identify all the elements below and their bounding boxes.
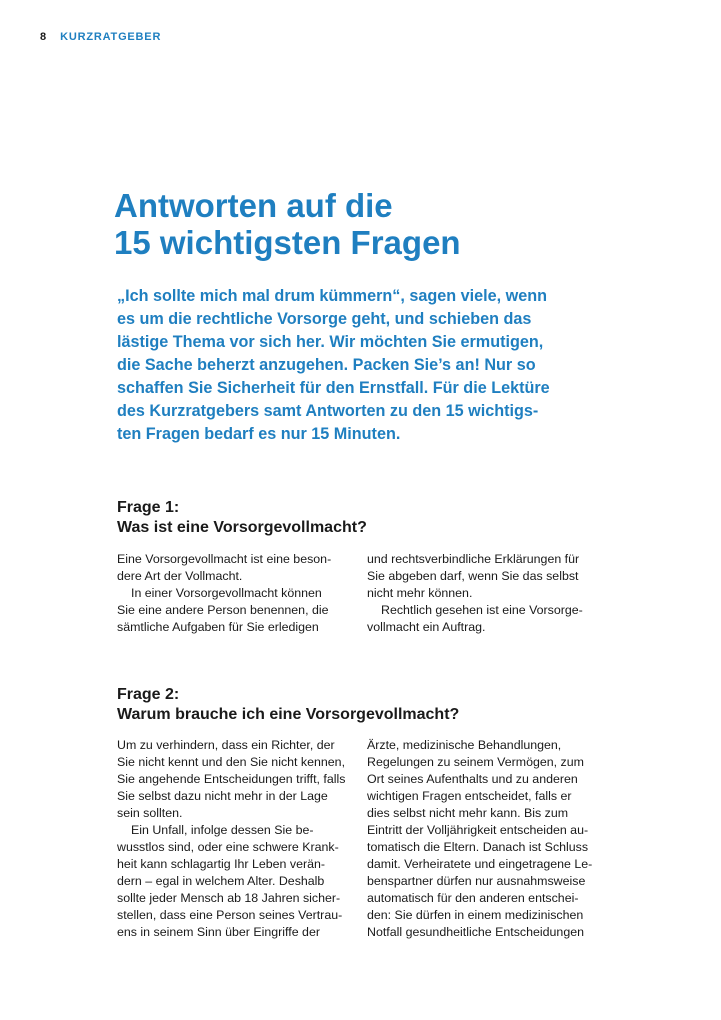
answer-line: Eintritt der Volljährigkeit entscheiden au-	[367, 823, 589, 837]
section-label: KURZRATGEBER	[60, 31, 162, 43]
answer-line: ens in seinem Sinn über Eingriffe der	[117, 925, 320, 939]
question-1-column-2	[367, 551, 599, 636]
lead-line: ten Fragen bedarf es nur 15 Minuten.	[117, 425, 401, 443]
answer-line: den: Sie dürfen in einem medizinischen	[367, 908, 584, 922]
answer-line: Ort seines Aufenthalts und zu anderen	[367, 772, 578, 786]
lead-line: schaffen Sie Sicherheit für den Ernstfall. Für die Lektüre	[117, 379, 550, 397]
answer-line: automatisch für den anderen entschei-	[367, 891, 579, 905]
answer-line: Um zu verhindern, dass ein Richter, der	[117, 738, 335, 752]
answer-line: damit. Verheiratete und eingetragene Le-	[367, 857, 593, 871]
answer-line: Ein Unfall, infolge dessen Sie be-	[131, 823, 314, 837]
answer-line: dern – egal in welchem Alter. Deshalb	[117, 874, 325, 888]
page-title	[114, 187, 461, 261]
lead-line: es um die rechtliche Vorsorge geht, und schieben das	[117, 310, 532, 328]
answer-line: nicht mehr können.	[367, 586, 473, 600]
answer-line: dies selbst nicht mehr kann. Bis zum	[367, 806, 569, 820]
question-2-label: Frage 2:	[117, 686, 180, 703]
page-header	[40, 31, 161, 43]
answer-line: stellen, dass eine Person seines Vertrau-	[117, 908, 343, 922]
page-title-line: 15 wichtigsten Fragen	[114, 224, 461, 261]
answer-line: tomatisch die Eltern. Danach ist Schluss	[367, 840, 589, 854]
answer-line: heit kann schlagartig Ihr Leben verän-	[117, 857, 326, 871]
lead-line: „Ich sollte mich mal drum kümmern“, sagen viele, wenn	[117, 287, 547, 305]
question-1-label: Frage 1:	[117, 499, 180, 516]
answer-line: benspartner dürfen nur ausnahmsweise	[367, 874, 586, 888]
question-2-column-1	[117, 737, 349, 941]
lead-line: des Kurzratgebers samt Antworten zu den 15 wichtigs-	[117, 402, 539, 420]
answer-line: Notfall gesundheitliche Entscheidungen	[367, 925, 584, 939]
answer-line: Eine Vorsorgevollmacht ist eine beson-	[117, 552, 332, 566]
lead-paragraph	[117, 285, 572, 446]
answer-line: dere Art der Vollmacht.	[117, 569, 243, 583]
answer-line: sämtliche Aufgaben für Sie erledigen	[117, 620, 319, 634]
answer-line: Sie eine andere Person benennen, die	[117, 603, 329, 617]
question-2-column-2	[367, 737, 599, 941]
answer-line: Ärzte, medizinische Behandlungen,	[367, 738, 562, 752]
answer-line: vollmacht ein Auftrag.	[367, 620, 486, 634]
answer-line: wichtigen Fragen entscheidet, falls er	[367, 789, 572, 803]
answer-line: Sie angehende Entscheidungen trifft, falls	[117, 772, 346, 786]
answer-line: sollte jeder Mensch ab 18 Jahren sicher-	[117, 891, 341, 905]
page-title-line: Antworten auf die	[114, 187, 393, 224]
answer-line: Sie nicht kennt und den Sie nicht kennen,	[117, 755, 346, 769]
question-2-text: Warum brauche ich eine Vorsorgevollmacht?	[117, 705, 460, 723]
question-1-text: Was ist eine Vorsorgevollmacht?	[117, 518, 367, 536]
question-2-heading	[117, 685, 459, 724]
lead-line: die Sache beherzt anzugehen. Packen Sie’s an! Nur so	[117, 356, 536, 374]
answer-line: Sie selbst dazu nicht mehr in der Lage	[117, 789, 328, 803]
answer-line: In einer Vorsorgevollmacht können	[131, 586, 322, 600]
answer-line: und rechtsverbindliche Erklärungen für	[367, 552, 580, 566]
answer-line: Sie abgeben darf, wenn Sie das selbst	[367, 569, 579, 583]
page-number: 8	[40, 31, 47, 43]
lead-line: lästige Thema vor sich her. Wir möchten Sie ermutigen,	[117, 333, 544, 351]
question-1-column-1	[117, 551, 349, 636]
answer-line: wusstlos sind, oder eine schwere Krank-	[117, 840, 339, 854]
answer-line: Regelungen zu seinem Vermögen, zum	[367, 755, 584, 769]
answer-line: sein sollten.	[117, 806, 183, 820]
question-1-heading	[117, 498, 367, 537]
answer-line: Rechtlich gesehen ist eine Vorsorge-	[381, 603, 583, 617]
